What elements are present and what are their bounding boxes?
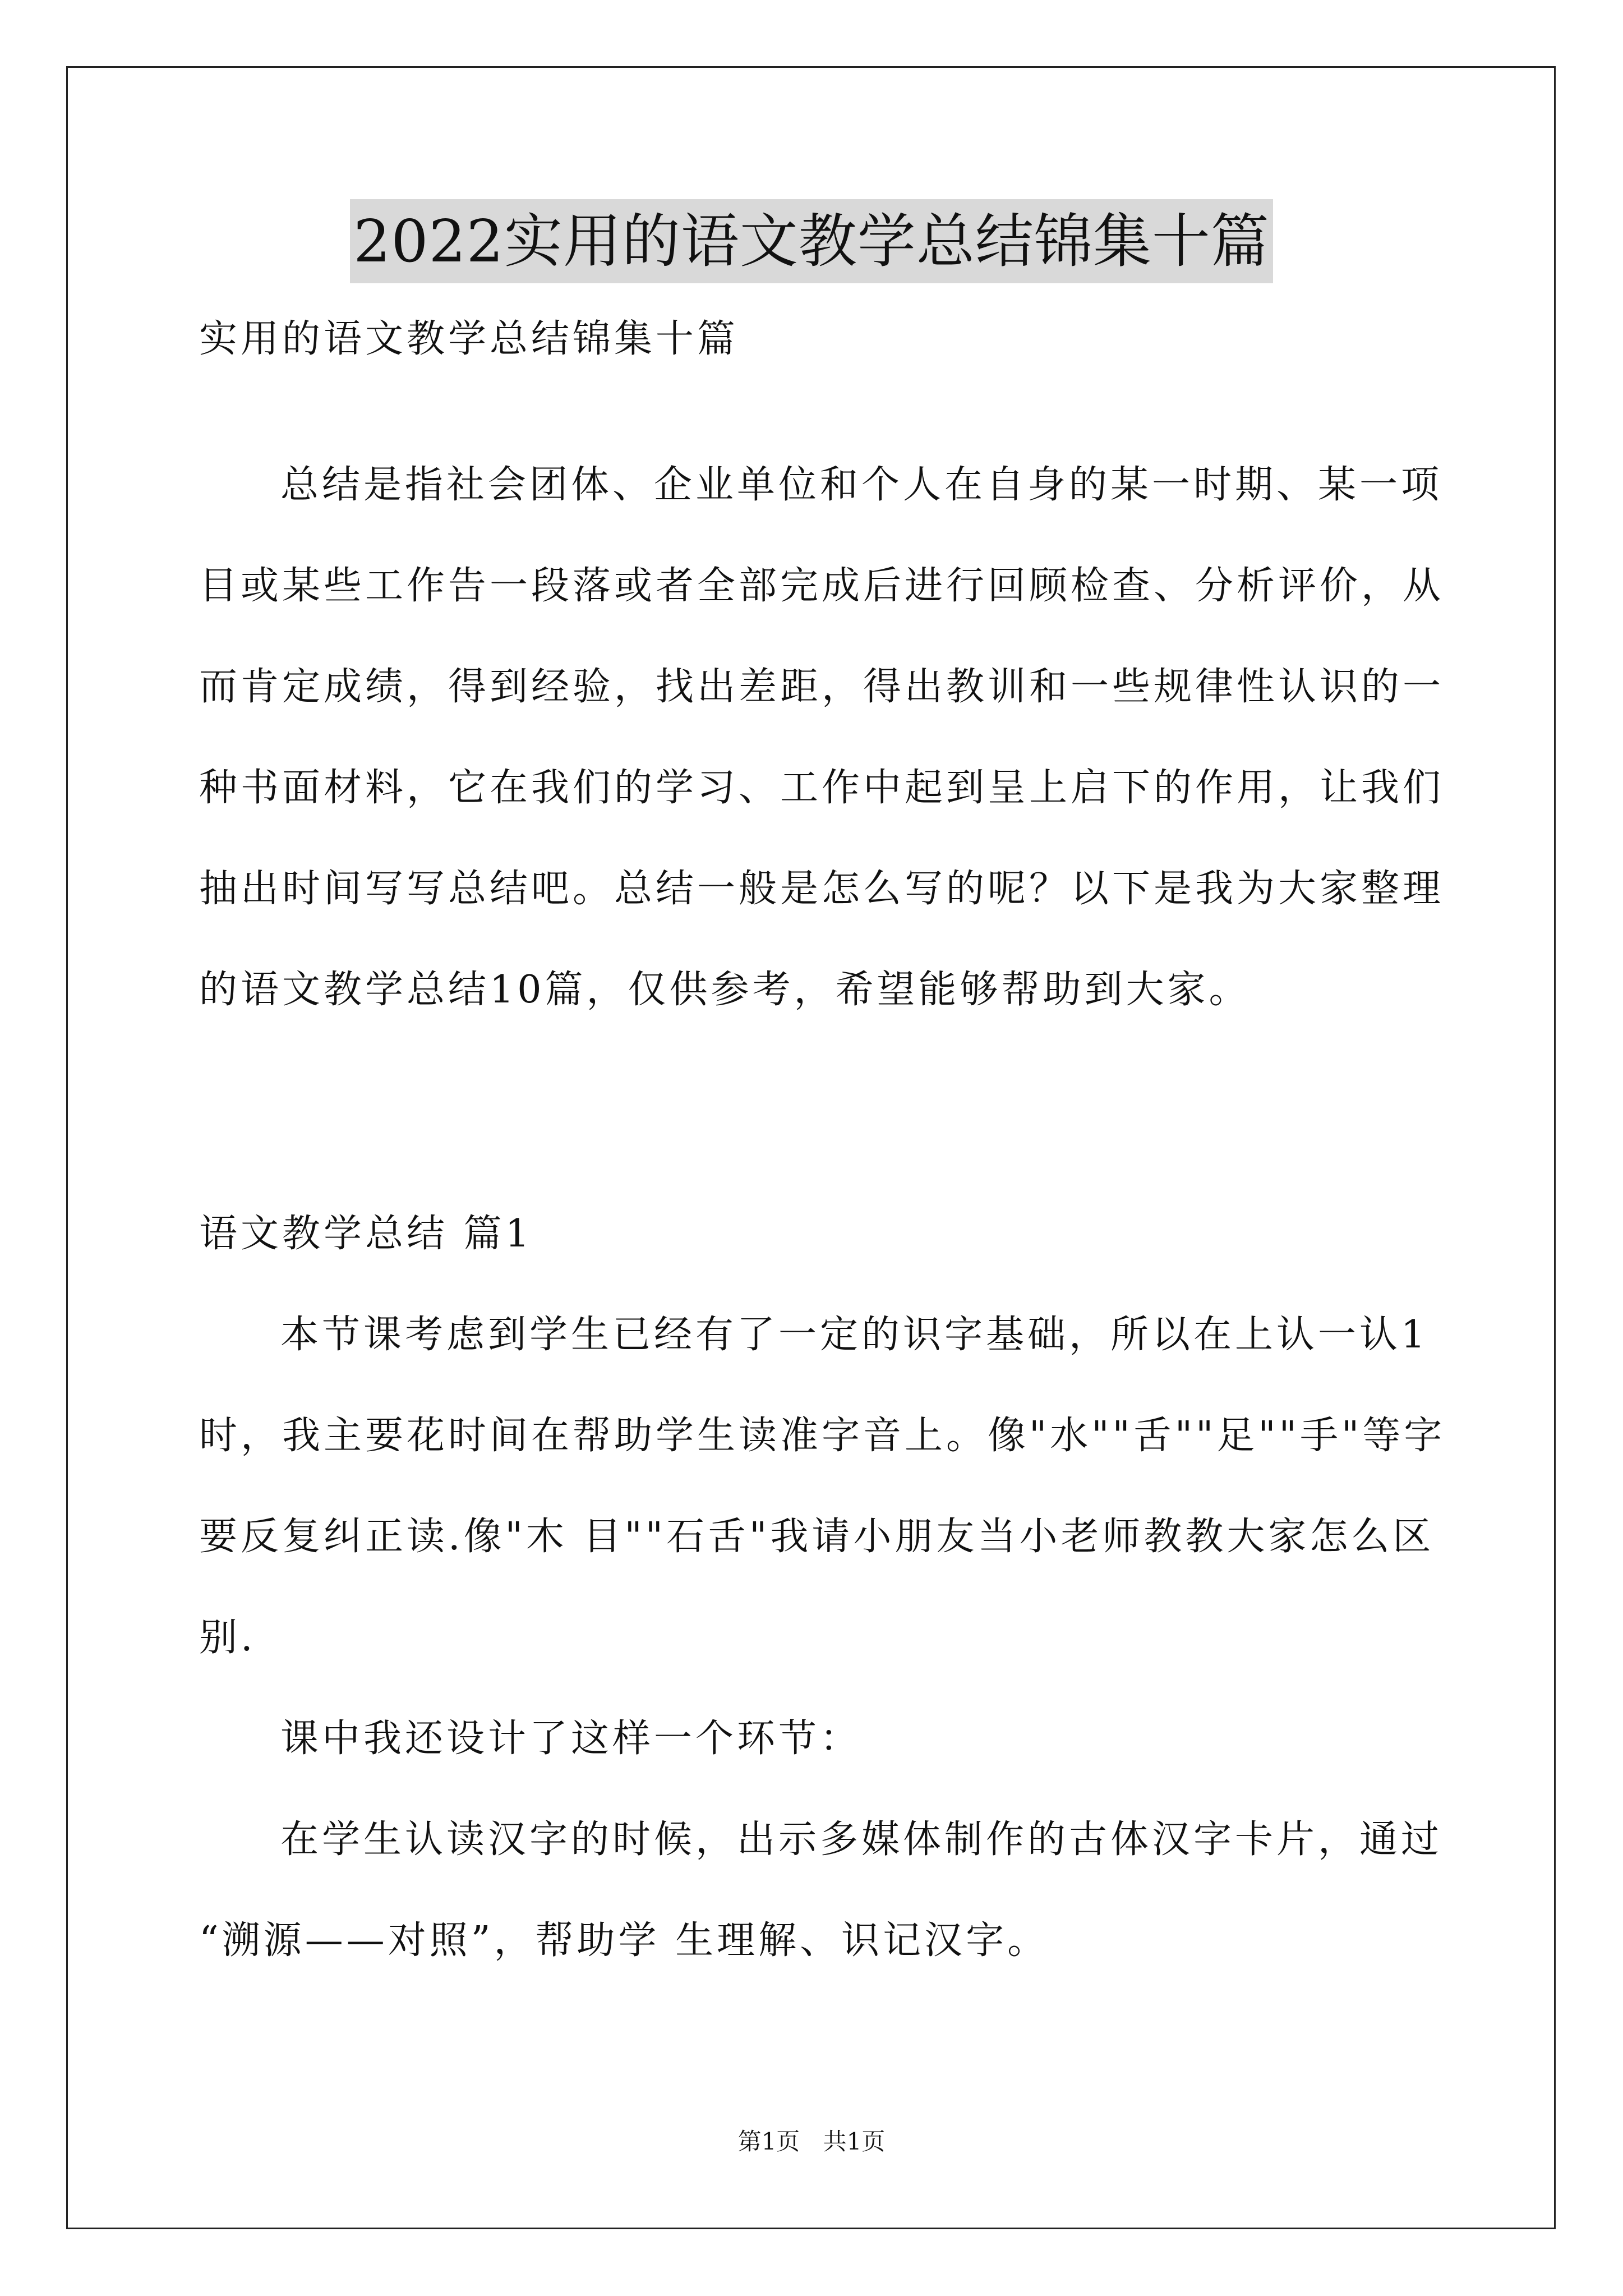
intro-line-6: 的语文教学总结10篇，仅供参考，希望能够帮助到大家。 bbox=[199, 968, 1251, 1012]
para1-line-2: 时，我主要花时间在帮助学生读准字音上。像"水""舌""足""手"等字 bbox=[199, 1414, 1446, 1458]
para3-line-1: 在学生认读汉字的时候，出示多媒体制作的古体汉字卡片，通过 bbox=[280, 1818, 1443, 1862]
title-wrap bbox=[0, 199, 1623, 283]
intro-line-1: 总结是指社会团体、企业单位和个人在自身的某一时期、某一项 bbox=[280, 463, 1443, 507]
document-title: 2022实用的语文教学总结锦集十篇 bbox=[350, 199, 1273, 283]
page-number-total: 共1页 bbox=[823, 2128, 886, 2155]
para1-line-4: 别. bbox=[199, 1616, 256, 1660]
intro-line-4: 种书面材料，它在我们的学习、工作中起到呈上启下的作用，让我们 bbox=[199, 766, 1445, 810]
intro-line-3: 而肯定成绩，得到经验，找出差距，得出教训和一些规律性认识的一 bbox=[199, 665, 1445, 709]
intro-line-5: 抽出时间写写总结吧。总结一般是怎么写的呢？以下是我为大家整理 bbox=[199, 867, 1445, 911]
para1-line-1: 本节课考虑到学生已经有了一定的识字基础，所以在上认一认1 bbox=[280, 1313, 1429, 1357]
para2-line-1: 课中我还设计了这样一个环节： bbox=[280, 1717, 862, 1761]
section-heading: 语文教学总结 篇1 bbox=[199, 1212, 533, 1256]
intro-line-2: 目或某些工作告一段落或者全部完成后进行回顾检查、分析评价，从 bbox=[199, 564, 1445, 608]
para1-line-3: 要反复纠正读.像"木 目""石舌"我请小朋友当小老师教教大家怎么区 bbox=[199, 1515, 1435, 1559]
page-number-current: 第1页 bbox=[737, 2128, 800, 2155]
page-footer bbox=[0, 2125, 1623, 2159]
page-border bbox=[66, 66, 1556, 2229]
para3-line-2: “溯源——对照”，帮助学 生理解、识记汉字。 bbox=[199, 1918, 1049, 1963]
document-subtitle: 实用的语文教学总结锦集十篇 bbox=[199, 317, 739, 361]
